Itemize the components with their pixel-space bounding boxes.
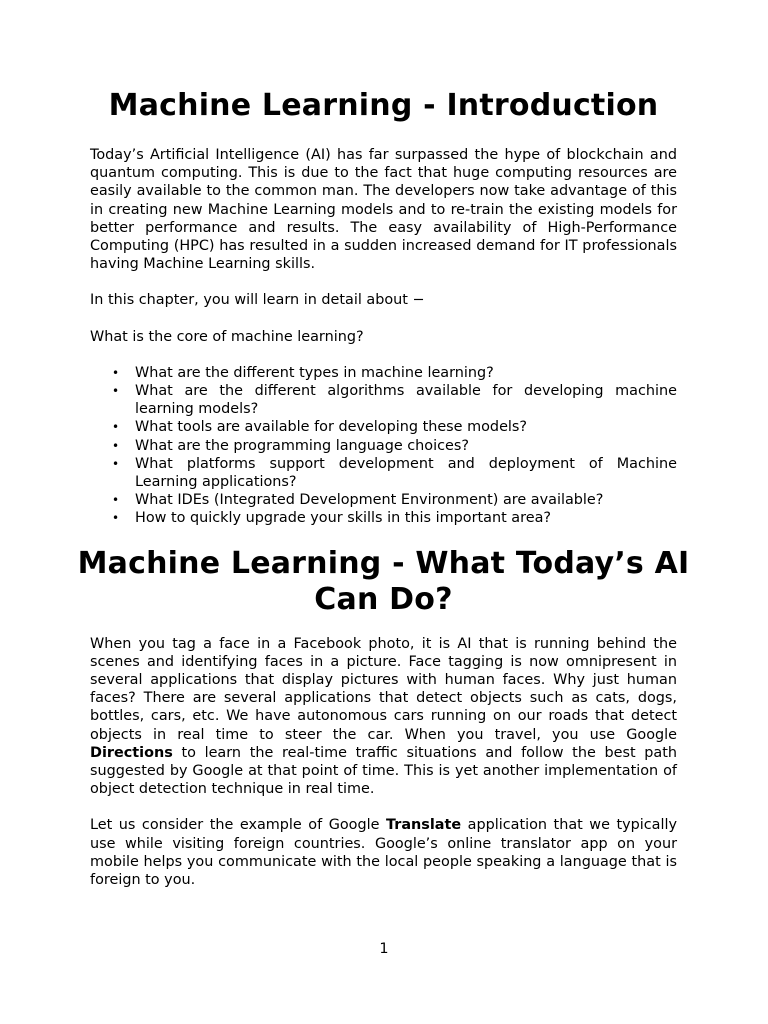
translate-paragraph — [90, 816, 677, 889]
list-item-text: How to quickly upgrade your skills in this important area? — [135, 510, 552, 527]
directions-emphasis: Directions — [90, 744, 173, 761]
list-item — [112, 455, 677, 491]
bullet-icon: • — [112, 438, 120, 453]
list-item-text: What are the programming language choices? — [135, 437, 470, 454]
list-item — [112, 418, 677, 436]
section-title-introduction: Machine Learning - Introduction — [108, 88, 659, 123]
paragraph-text: Let us consider the example of Google — [90, 817, 386, 834]
list-item-text: What tools are available for developing these models? — [135, 419, 528, 436]
list-item-text: What platforms support development and deployment of Machine Learning applications? — [135, 455, 677, 491]
paragraph-text: When you tag a face in a Facebook photo, it is AI that is running behind the scenes and identifying faces in a picture. Face tagging is now omnipresent in several applications that display pictures with human faces. Why just human faces? There are several applications that detect objects such as cats, dogs, bottles, cars, etc. We have autonomous cars running on our roads that detect objects in real time to steer the car. When you travel, you use Google — [90, 635, 677, 743]
list-item — [112, 491, 677, 509]
topics-list — [90, 364, 677, 528]
section-title-what-ai-can-do: Machine Learning - What Today’s AI Can Do? — [77, 545, 690, 617]
paragraph-text: application that we typically use while visiting foreign countries. Google’s online translator app on your mobile helps you communicate with the local people speaking a language that is foreign to you. — [90, 817, 677, 889]
list-item-text: What are the different types in machine learning? — [135, 364, 494, 381]
face-tagging-paragraph — [90, 635, 677, 799]
translate-emphasis: Translate — [385, 817, 462, 834]
bullet-icon: • — [112, 365, 120, 380]
paragraph-text: to learn the real-time traffic situations and follow the best path suggested by Google at that point of time. This is yet another implementation of object detection technique in real time. — [90, 744, 677, 798]
list-item-text: What are the different algorithms available for developing machine learning models? — [135, 383, 677, 418]
list-item — [112, 509, 677, 527]
bullet-icon: • — [112, 493, 120, 508]
bullet-icon: • — [112, 420, 120, 435]
list-item — [112, 382, 677, 418]
list-item — [112, 364, 677, 382]
bullet-icon: • — [112, 384, 120, 399]
list-item — [112, 437, 677, 455]
chapter-lead-in: In this chapter, you will learn in detail about − — [90, 292, 425, 309]
intro-paragraph: Today’s Artificial Intelligence (AI) has far surpassed the hype of blockchain and quantum computing. This is due to the fact that huge computing resources are easily available to the common man. The developers now take advantage of this in creating new Machine Learning models and to re-train the existing models for better performance and results. The easy availability of High-Performance Computing (HPC) has resulted in a sudden increased demand for IT professionals having Machine Learning skills. — [90, 147, 677, 273]
list-item-text: What IDEs (Integrated Development Environment) are available? — [135, 492, 604, 509]
page-number: 1 — [379, 941, 389, 957]
document-page — [77, 88, 690, 889]
core-question: What is the core of machine learning? — [90, 328, 364, 345]
bullet-icon: • — [112, 511, 120, 526]
bullet-icon: • — [112, 456, 120, 471]
